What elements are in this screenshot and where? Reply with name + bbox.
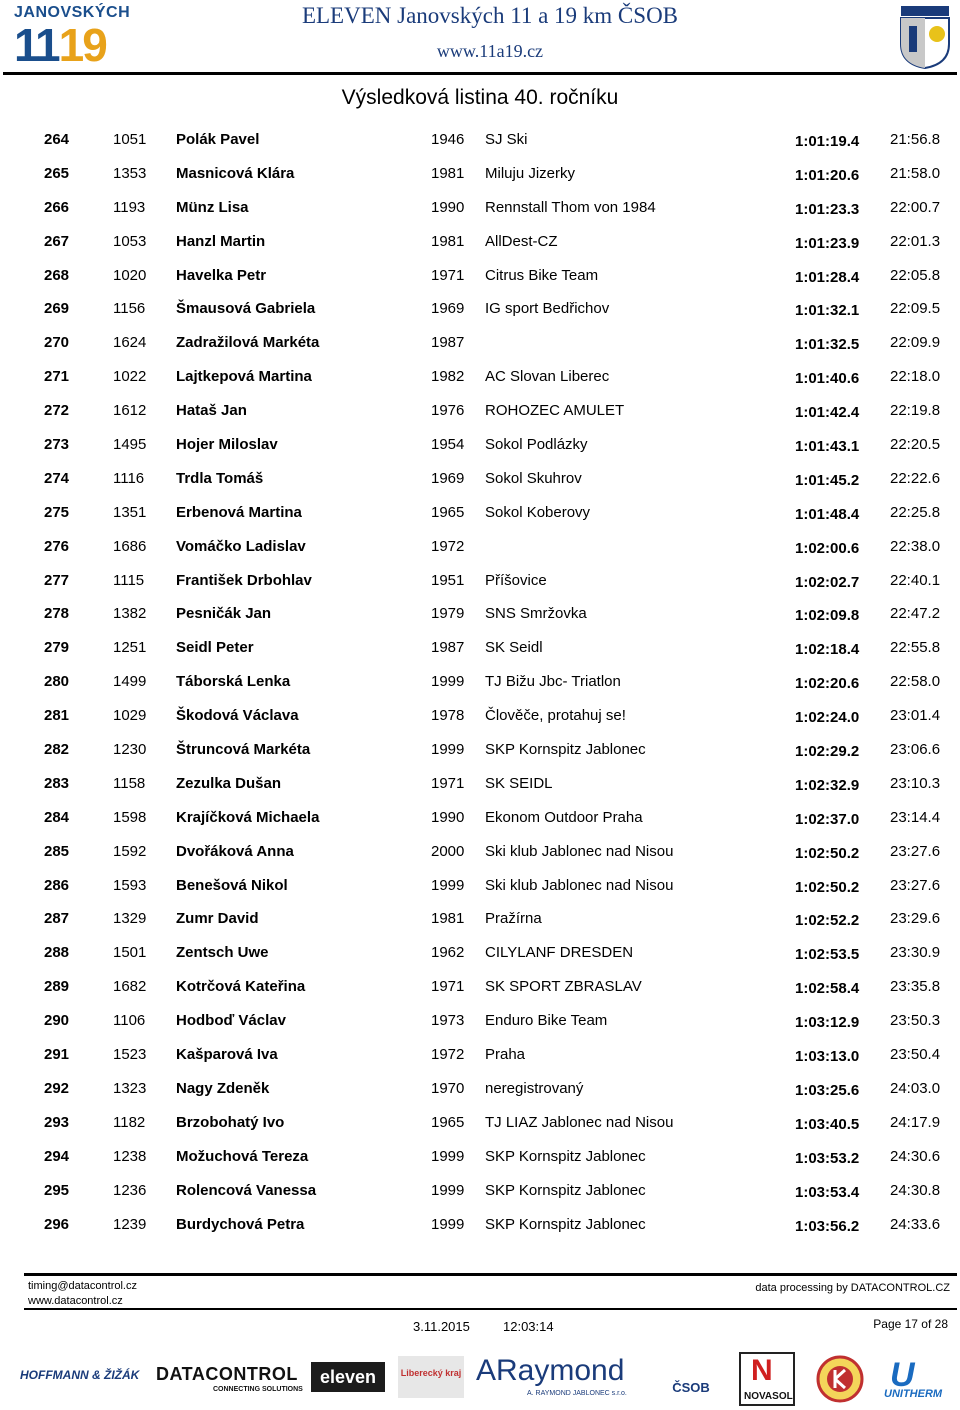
result-name: Vomáčko Ladislav [176, 537, 306, 555]
result-name: Hataš Jan [176, 402, 247, 420]
result-rank: 269 [44, 300, 70, 318]
result-bib: 1116 [113, 469, 145, 487]
result-year: 1999 [431, 1181, 465, 1199]
result-row [0, 800, 960, 834]
result-bib: 1251 [113, 639, 147, 657]
result-gap: 22:00.7 [890, 198, 941, 216]
result-year: 1999 [431, 673, 465, 691]
result-year: 1954 [431, 436, 465, 454]
result-row [0, 596, 960, 630]
result-bib: 1158 [113, 774, 146, 792]
result-year: 1972 [431, 1046, 465, 1064]
result-rank: 289 [44, 978, 70, 996]
result-rank: 286 [44, 876, 70, 894]
result-time: 1:02:52.2 [795, 912, 860, 930]
result-club: Sokol Podlázky [485, 436, 588, 454]
result-year: 1982 [431, 368, 465, 386]
result-name: Seidl Peter [176, 639, 254, 657]
result-year: 1976 [431, 402, 465, 420]
result-club: Ski klub Jablonec nad Nisou [485, 876, 674, 894]
result-year: 1965 [431, 1113, 465, 1131]
result-bib: 1612 [113, 402, 147, 420]
result-gap: 24:17.9 [890, 1113, 941, 1131]
result-gap: 23:29.6 [890, 910, 941, 928]
page-header [0, 0, 960, 78]
result-club: Pražírna [485, 910, 542, 928]
result-rank: 268 [44, 266, 70, 284]
result-gap: 23:14.4 [890, 808, 941, 826]
result-row [0, 901, 960, 935]
result-rank: 267 [44, 232, 70, 250]
result-club: IG sport Bedřichov [485, 300, 610, 318]
result-name: Polák Pavel [176, 131, 260, 148]
sponsor-novasol-icon: N [751, 1354, 773, 1387]
result-name: Trdla Tomáš [176, 469, 264, 487]
result-year: 1951 [431, 571, 465, 589]
result-time: 1:01:32.1 [795, 302, 860, 320]
result-rank: 284 [44, 808, 70, 826]
result-time: 1:01:23.9 [795, 234, 860, 252]
result-time: 1:01:40.6 [795, 370, 860, 388]
result-row [0, 1037, 960, 1071]
result-club: AllDest-CZ [485, 232, 558, 250]
result-rank: 282 [44, 741, 70, 759]
result-name: Možuchová Tereza [176, 1147, 309, 1165]
result-row [0, 868, 960, 902]
sponsor-hoffmann-logo: HOFFMANN & ŽIŽÁK [20, 1368, 140, 1382]
result-row [0, 969, 960, 1003]
result-bib: 1593 [113, 876, 147, 894]
result-rank: 266 [44, 198, 70, 216]
result-time: 1:01:28.4 [795, 268, 860, 286]
result-name: Štruncová Markéta [176, 741, 311, 759]
result-bib: 1236 [113, 1181, 147, 1199]
result-rank: 287 [44, 910, 70, 928]
result-name: Havelka Petr [176, 266, 267, 284]
result-gap: 22:22.6 [890, 469, 941, 487]
result-gap: 21:58.0 [890, 164, 941, 182]
result-row [0, 258, 960, 292]
result-year: 1999 [431, 1215, 465, 1233]
result-name: Zezulka Dušan [176, 774, 282, 792]
result-row [0, 935, 960, 969]
result-gap: 22:25.8 [890, 503, 941, 521]
result-rank: 273 [44, 436, 70, 454]
result-row [0, 461, 960, 495]
result-year: 1981 [431, 164, 465, 182]
sponsor-eleven-logo: eleven [311, 1362, 385, 1392]
result-time: 1:03:25.6 [795, 1081, 860, 1099]
result-name: Brzobohatý Ivo [176, 1113, 285, 1131]
result-gap: 23:01.4 [890, 707, 941, 725]
result-bib: 1523 [113, 1046, 147, 1064]
result-year: 1987 [431, 334, 465, 352]
result-rank: 275 [44, 503, 70, 521]
result-row [0, 1173, 960, 1207]
result-row [0, 529, 960, 563]
result-gap: 23:10.3 [890, 774, 941, 792]
result-bib: 1020 [113, 266, 147, 284]
result-bib: 1682 [113, 978, 147, 996]
result-rank: 281 [44, 707, 70, 725]
footer-website[interactable]: www.datacontrol.cz [28, 1295, 123, 1307]
result-row [0, 664, 960, 698]
result-name: Pesničák Jan [176, 605, 272, 623]
result-club: SK SEIDL [485, 774, 553, 792]
footer-date: 3.11.2015 [413, 1319, 470, 1334]
sponsor-datacontrol-logo: DATACONTROL [156, 1364, 298, 1384]
footer-time: 12:03:14 [503, 1319, 554, 1334]
result-gap: 22:18.0 [890, 368, 941, 386]
result-name: Rolencová Vanessa [176, 1181, 317, 1199]
result-row [0, 766, 960, 800]
result-name: Zentsch Uwe [176, 944, 269, 962]
result-name: Hojer Miloslav [176, 436, 278, 454]
result-time: 1:02:32.9 [795, 776, 860, 794]
result-gap: 22:01.3 [890, 232, 941, 250]
result-rank: 270 [44, 334, 70, 352]
result-club: Sokol Koberovy [485, 503, 591, 521]
result-row [0, 359, 960, 393]
result-row [0, 732, 960, 766]
result-rank: 280 [44, 673, 70, 691]
footer-divider-top [24, 1273, 957, 1276]
result-year: 1987 [431, 639, 465, 657]
result-bib: 1323 [113, 1079, 147, 1097]
result-row [0, 1003, 960, 1037]
event-logo [14, 4, 131, 71]
result-year: 1946 [431, 131, 465, 148]
sponsor-araymond-logo: ARaymond [476, 1354, 625, 1387]
result-year: 1973 [431, 1012, 465, 1030]
header-divider [3, 72, 957, 75]
sponsor-araymond-tagline: A. RAYMOND JABLONEC s.r.o. [527, 1390, 627, 1397]
result-year: 1981 [431, 232, 465, 250]
result-row [0, 393, 960, 427]
result-rank: 278 [44, 605, 70, 623]
result-bib: 1230 [113, 741, 147, 759]
result-bib: 1624 [113, 334, 147, 352]
result-club: Praha [485, 1046, 526, 1064]
result-year: 1971 [431, 978, 465, 996]
result-club: ROHOZEC AMULET [485, 402, 625, 420]
result-bib: 1501 [113, 944, 147, 962]
result-rank: 296 [44, 1215, 70, 1233]
result-club: SKP Kornspitz Jablonec [485, 1147, 646, 1165]
result-time: 1:02:00.6 [795, 539, 860, 557]
result-year: 1979 [431, 605, 465, 623]
result-year: 1971 [431, 774, 465, 792]
result-bib: 1156 [113, 300, 146, 318]
result-time: 1:02:20.6 [795, 675, 860, 693]
result-name: Zadražilová Markéta [176, 334, 320, 352]
sponsor-unitherm-logo: UNITHERM [884, 1388, 943, 1400]
result-name: Škodová Václava [176, 707, 299, 725]
sponsor-liberecky-kraj-logo: Liberecký kraj [398, 1356, 464, 1398]
result-club: SK Seidl [485, 639, 543, 657]
result-gap: 21:56.8 [890, 131, 941, 148]
result-time: 1:02:53.5 [795, 946, 860, 964]
result-rank: 277 [44, 571, 70, 589]
result-club: SNS Smržovka [485, 605, 587, 623]
result-bib: 1592 [113, 842, 147, 860]
result-rank: 274 [44, 469, 70, 487]
result-club: Rennstall Thom von 1984 [485, 198, 656, 216]
result-name: Benešová Nikol [176, 876, 288, 894]
result-time: 1:03:56.2 [795, 1217, 860, 1235]
result-club: AC Slovan Liberec [485, 368, 610, 386]
result-bib: 1351 [113, 503, 147, 521]
result-name: Krajíčková Michaela [176, 808, 320, 826]
result-bib: 1499 [113, 673, 147, 691]
result-gap: 24:30.6 [890, 1147, 941, 1165]
result-row [0, 291, 960, 325]
sponsor-k-crest-icon [813, 1354, 867, 1404]
result-club: SJ Ski [485, 131, 528, 148]
result-bib: 1053 [113, 232, 147, 250]
result-gap: 24:03.0 [890, 1079, 941, 1097]
result-rank: 271 [44, 368, 70, 386]
result-year: 1970 [431, 1079, 465, 1097]
result-club: Sokol Skuhrov [485, 469, 582, 487]
result-rank: 295 [44, 1181, 70, 1199]
result-club: Příšovice [485, 571, 547, 589]
result-row [0, 495, 960, 529]
result-club: Ekonom Outdoor Praha [485, 808, 643, 826]
result-rank: 279 [44, 639, 70, 657]
result-year: 2000 [431, 842, 465, 860]
results-heading: Výsledková listina 40. ročníku [341, 86, 619, 109]
result-time: 1:01:23.3 [795, 200, 860, 218]
result-year: 1971 [431, 266, 465, 284]
sponsor-novasol-logo: NOVASOL [744, 1391, 793, 1402]
result-year: 1962 [431, 944, 465, 962]
result-rank: 292 [44, 1079, 70, 1097]
result-time: 1:01:20.6 [795, 166, 860, 184]
result-time: 1:02:29.2 [795, 743, 860, 761]
result-time: 1:02:24.0 [795, 709, 860, 727]
result-year: 1972 [431, 537, 465, 555]
result-time: 1:02:58.4 [795, 980, 860, 998]
result-time: 1:02:37.0 [795, 810, 860, 828]
result-rank: 272 [44, 402, 70, 420]
result-club: Člověče, protahuj se! [485, 707, 626, 725]
result-bib: 1382 [113, 605, 147, 623]
event-logo-num-b: 19 [58, 19, 106, 71]
results-table [0, 122, 960, 1240]
footer-email[interactable]: timing@datacontrol.cz [28, 1280, 137, 1292]
result-time: 1:02:18.4 [795, 641, 860, 659]
result-club: SK SPORT ZBRASLAV [485, 978, 642, 996]
result-row [0, 427, 960, 461]
result-year: 1990 [431, 808, 465, 826]
result-time: 1:03:53.4 [795, 1183, 860, 1201]
result-time: 1:03:40.5 [795, 1115, 860, 1133]
result-name: Šmausová Gabriela [176, 300, 316, 318]
result-bib: 1022 [113, 368, 147, 386]
result-time: 1:01:45.2 [795, 471, 860, 489]
result-gap: 22:20.5 [890, 436, 941, 454]
result-time: 1:01:43.1 [795, 438, 860, 456]
result-year: 1969 [431, 300, 465, 318]
result-name: Kotrčová Kateřina [176, 978, 306, 996]
footer-processing-credit: data processing by DATACONTROL.CZ [755, 1282, 950, 1294]
result-year: 1999 [431, 741, 465, 759]
result-club: Citrus Bike Team [485, 266, 599, 284]
event-logo-numbers [14, 19, 128, 71]
result-bib: 1106 [113, 1012, 146, 1030]
sponsor-datacontrol-tagline: CONNECTING SOLUTIONS [213, 1386, 303, 1393]
result-gap: 23:50.3 [890, 1012, 941, 1030]
result-club: TJ Bižu Jbc- Triatlon [485, 673, 621, 691]
result-bib: 1598 [113, 808, 147, 826]
result-row [0, 630, 960, 664]
result-gap: 23:27.6 [890, 842, 941, 860]
result-gap: 22:19.8 [890, 402, 941, 420]
result-time: 1:01:19.4 [795, 133, 860, 150]
result-gap: 22:55.8 [890, 639, 941, 657]
result-rank: 291 [44, 1046, 70, 1064]
result-bib: 1495 [113, 436, 147, 454]
result-row [0, 224, 960, 258]
result-row [0, 1105, 960, 1139]
result-club: Enduro Bike Team [485, 1012, 608, 1030]
result-bib: 1329 [113, 910, 147, 928]
result-name: Erbenová Martina [176, 503, 302, 521]
result-year: 1990 [431, 198, 465, 216]
result-year: 1981 [431, 910, 465, 928]
result-bib: 1115 [113, 571, 145, 589]
result-time: 1:02:50.2 [795, 878, 860, 896]
result-gap: 23:50.4 [890, 1046, 941, 1064]
result-rank: 264 [44, 131, 70, 148]
result-time: 1:02:50.2 [795, 844, 860, 862]
result-row [0, 122, 960, 156]
event-logo-num-a: 11 [14, 19, 59, 71]
result-time: 1:03:53.2 [795, 1149, 860, 1167]
result-time: 1:01:32.5 [795, 336, 860, 354]
result-name: Dvořáková Anna [176, 842, 294, 860]
result-time: 1:01:42.4 [795, 404, 860, 422]
result-club: TJ LIAZ Jablonec nad Nisou [485, 1113, 674, 1131]
result-year: 1978 [431, 707, 465, 725]
result-rank: 276 [44, 537, 70, 555]
event-logo-top: JANOVSKÝCH [14, 4, 131, 21]
result-gap: 24:33.6 [890, 1215, 941, 1233]
result-club: SKP Kornspitz Jablonec [485, 1181, 646, 1199]
town-crest-icon [897, 4, 953, 70]
result-name: Münz Lisa [176, 198, 249, 216]
result-name: Táborská Lenka [176, 673, 291, 691]
page-number: Page 17 of 28 [873, 1317, 948, 1331]
result-row [0, 563, 960, 597]
result-gap: 23:30.9 [890, 944, 941, 962]
result-gap: 22:05.8 [890, 266, 941, 284]
result-club: neregistrovaný [485, 1079, 584, 1097]
result-bib: 1029 [113, 707, 147, 725]
result-time: 1:03:12.9 [795, 1014, 860, 1032]
result-bib: 1353 [113, 164, 147, 182]
result-row [0, 156, 960, 190]
result-year: 1969 [431, 469, 465, 487]
result-row [0, 834, 960, 868]
result-time: 1:01:48.4 [795, 505, 860, 523]
result-club: SKP Kornspitz Jablonec [485, 1215, 646, 1233]
result-name: Nagy Zdeněk [176, 1079, 270, 1097]
result-year: 1999 [431, 876, 465, 894]
result-name: Masnicová Klára [176, 164, 295, 182]
result-bib: 1239 [113, 1215, 147, 1233]
result-gap: 22:09.5 [890, 300, 941, 318]
footer-divider-bottom [24, 1308, 957, 1310]
result-rank: 288 [44, 944, 70, 962]
page-title: ELEVEN Janovských 11 a 19 km ČSOB [301, 3, 679, 28]
result-club: CILYLANF DRESDEN [485, 944, 634, 962]
result-name: František Drbohlav [176, 571, 312, 589]
result-row [0, 698, 960, 732]
result-bib: 1238 [113, 1147, 147, 1165]
result-club: SKP Kornspitz Jablonec [485, 741, 646, 759]
result-rank: 283 [44, 774, 70, 792]
result-gap: 23:35.8 [890, 978, 941, 996]
result-time: 1:02:02.7 [795, 573, 860, 591]
result-gap: 23:06.6 [890, 741, 941, 759]
result-gap: 22:38.0 [890, 537, 941, 555]
result-gap: 22:58.0 [890, 673, 941, 691]
result-time: 1:03:13.0 [795, 1048, 860, 1066]
result-name: Hanzl Martin [176, 232, 266, 250]
result-bib: 1193 [113, 198, 146, 216]
result-gap: 24:30.8 [890, 1181, 941, 1199]
result-bib: 1182 [113, 1113, 146, 1131]
result-row [0, 1207, 960, 1241]
result-year: 1999 [431, 1147, 465, 1165]
result-club: Miluju Jizerky [485, 164, 576, 182]
result-name: Kašparová Iva [176, 1046, 278, 1064]
result-rank: 294 [44, 1147, 70, 1165]
result-rank: 265 [44, 164, 70, 182]
result-rank: 293 [44, 1113, 70, 1131]
result-row [0, 325, 960, 359]
sponsor-csob-logo: ČSOB [672, 1380, 710, 1395]
result-year: 1965 [431, 503, 465, 521]
result-name: Hodboď Václav [176, 1012, 286, 1030]
result-gap: 22:47.2 [890, 605, 941, 623]
result-bib: 1051 [113, 131, 147, 148]
result-name: Burdychová Petra [176, 1215, 305, 1233]
result-row [0, 190, 960, 224]
result-bib: 1686 [113, 537, 147, 555]
result-name: Zumr David [176, 910, 259, 928]
result-gap: 23:27.6 [890, 876, 941, 894]
sponsor-strip [0, 1348, 960, 1408]
result-club: Ski klub Jablonec nad Nisou [485, 842, 674, 860]
sponsor-unitherm-icon: U [890, 1356, 915, 1394]
result-rank: 290 [44, 1012, 70, 1030]
result-row [0, 1139, 960, 1173]
result-time: 1:02:09.8 [795, 607, 860, 625]
result-rank: 285 [44, 842, 70, 860]
result-gap: 22:40.1 [890, 571, 941, 589]
result-row [0, 1071, 960, 1105]
result-gap: 22:09.9 [890, 334, 941, 352]
result-name: Lajtkepová Martina [176, 368, 312, 386]
event-website: www.11a19.cz [436, 41, 544, 61]
